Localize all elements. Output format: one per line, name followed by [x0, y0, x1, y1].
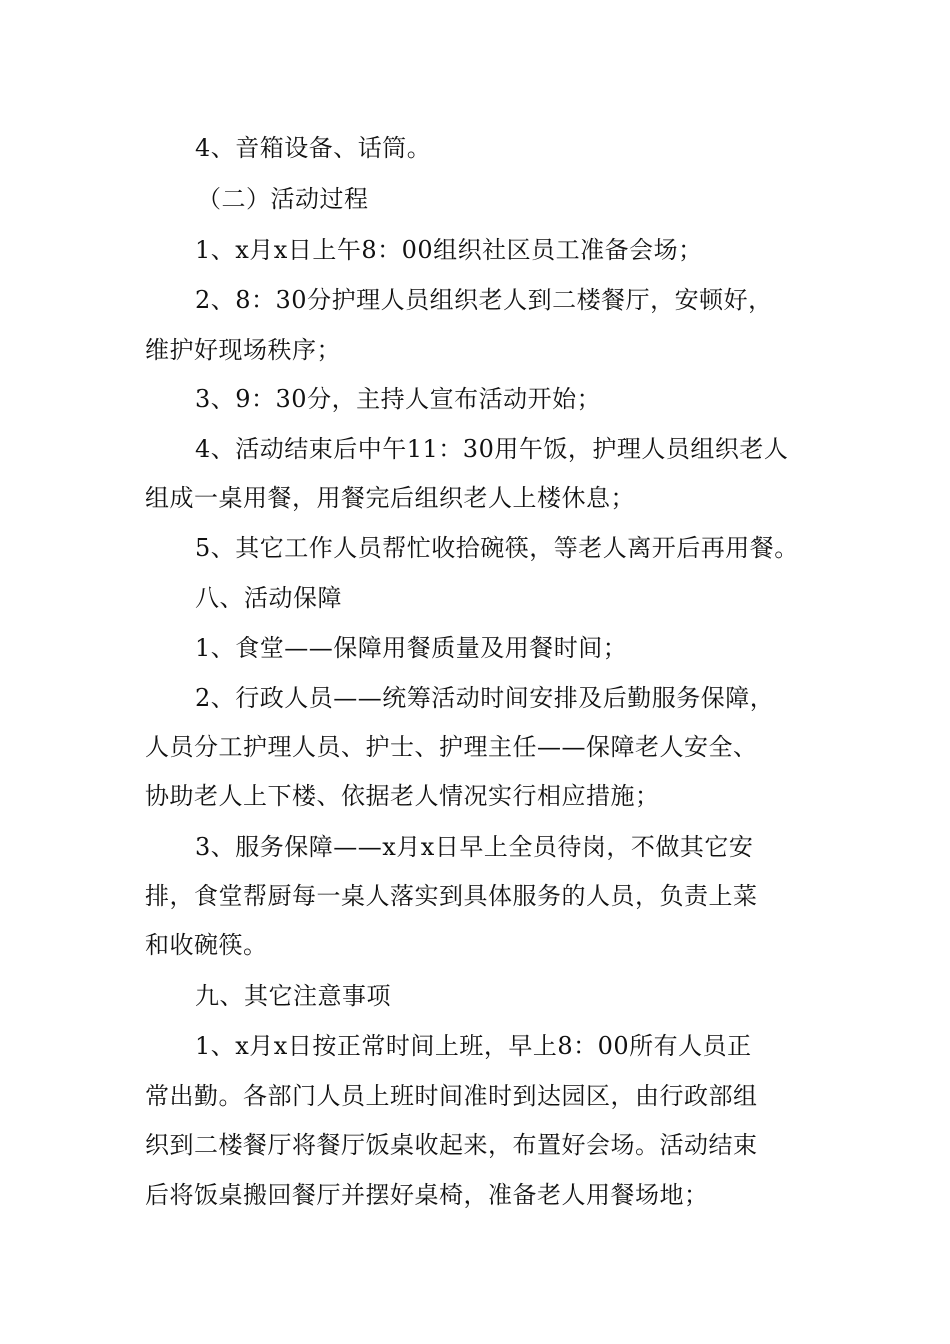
text-line: 2、8：30分护理人员组织老人到二楼餐厅，安顿好， — [195, 286, 773, 314]
text-line: 后将饭桌搬回餐厅并摆好桌椅，准备老人用餐场地； — [145, 1181, 709, 1209]
text-line: 排，食堂帮厨每一桌人落实到具体服务的人员，负责上菜 — [145, 882, 758, 910]
section-heading: （二）活动过程 — [197, 185, 369, 213]
text-line: 3、9：30分，主持人宣布活动开始； — [195, 385, 602, 413]
text-line: 1、食堂——保障用餐质量及用餐时间； — [195, 634, 628, 662]
text-line: 维护好现场秩序； — [145, 336, 341, 364]
text-line: 5、其它工作人员帮忙收拾碗筷，等老人离开后再用餐。 — [195, 534, 799, 562]
section-heading: 八、活动保障 — [195, 584, 342, 612]
text-line: 组成一桌用餐，用餐完后组织老人上楼休息； — [145, 484, 635, 512]
section-heading: 九、其它注意事项 — [195, 982, 391, 1010]
text-line: 常出勤。各部门人员上班时间准时到达园区，由行政部组 — [145, 1082, 758, 1110]
text-line: 人员分工护理人员、护士、护理主任——保障老人安全、 — [145, 733, 758, 761]
text-line: 和收碗筷。 — [145, 931, 268, 959]
text-line: 4、活动结束后中午11：30用午饭，护理人员组织老人 — [195, 435, 789, 463]
text-line: 1、x月x日上午8：00组织社区员工准备会场； — [195, 236, 703, 264]
text-line: 协助老人上下楼、依据老人情况实行相应措施； — [145, 782, 660, 810]
text-line: 2、行政人员——统筹活动时间安排及后勤服务保障， — [195, 684, 775, 712]
text-line: 3、服务保障——x月x日早上全员待岗，不做其它安 — [195, 833, 754, 861]
text-line: 织到二楼餐厅将餐厅饭桌收起来，布置好会场。活动结束 — [145, 1131, 758, 1159]
text-line: 4、音箱设备、话筒。 — [195, 134, 432, 162]
text-line: 1、x月x日按正常时间上班，早上8：00所有人员正 — [195, 1032, 752, 1060]
